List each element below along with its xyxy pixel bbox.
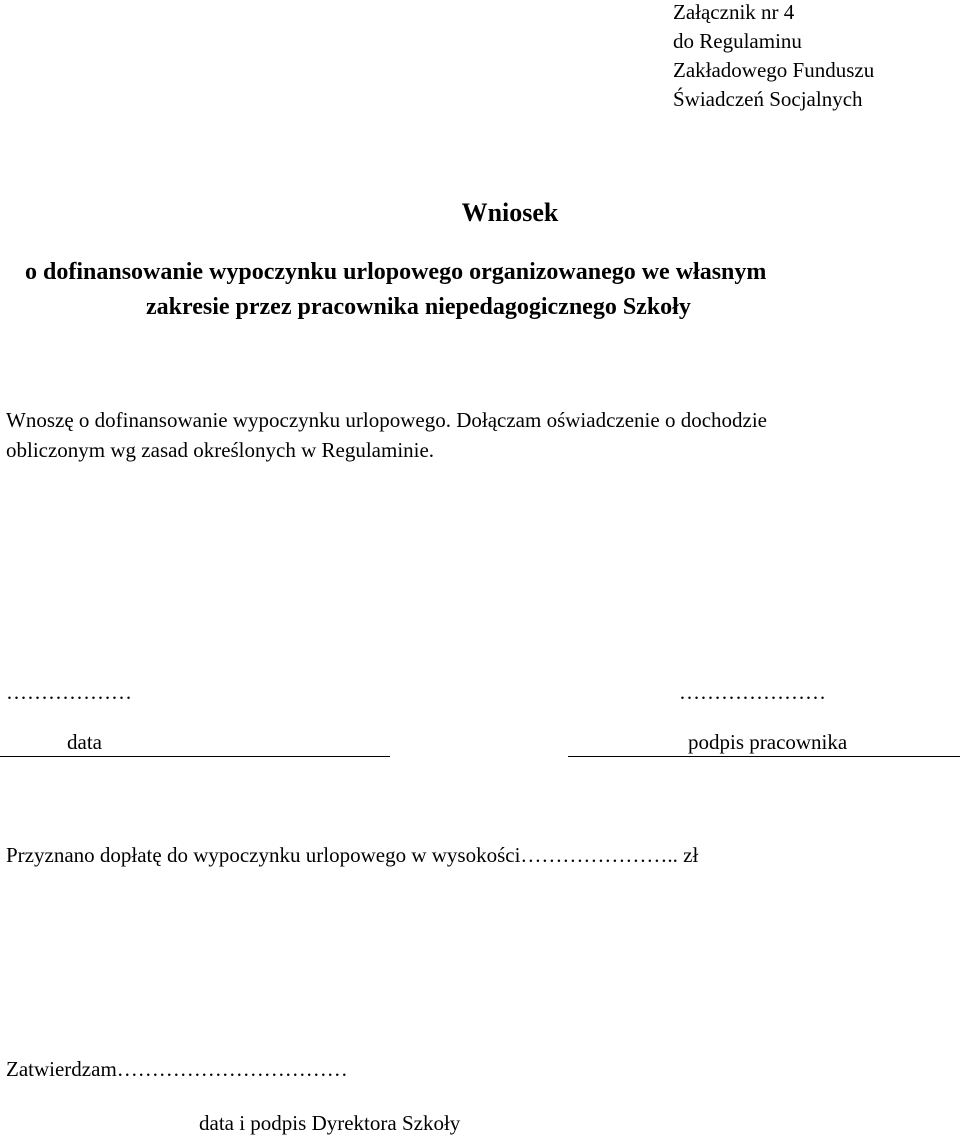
annex-fund-name: Zakładowego Funduszu <box>673 58 875 82</box>
date-field-dots[interactable]: ……………… <box>6 680 132 704</box>
date-label: data <box>67 730 102 754</box>
signature-rule-right <box>568 756 960 757</box>
grant-amount-line: Przyznano dopłatę do wypoczynku urlopowego w wysokości………………….. zł <box>6 843 699 867</box>
employee-signature-label: podpis pracownika <box>688 730 848 754</box>
annex-fund-name-cont: Świadczeń Socjalnych <box>673 87 863 111</box>
employee-signature-dots[interactable]: ………………… <box>679 680 826 704</box>
director-signature-label: data i podpis Dyrektora Szkoły <box>199 1111 461 1135</box>
request-text-line2: obliczonym wg zasad określonych w Regulaminie. <box>6 438 435 462</box>
document-title: Wniosek <box>461 198 559 227</box>
annex-regulation-ref: do Regulaminu <box>673 29 802 53</box>
annex-number: Załącznik nr 4 <box>673 0 795 24</box>
document-subtitle-line2: zakresie przez pracownika niepedagogicznego Szkoły <box>146 294 691 320</box>
approval-line: Zatwierdzam…………………………… <box>6 1057 348 1081</box>
request-text-line1: Wnoszę o dofinansowanie wypoczynku urlopowego. Dołączam oświadczenie o dochodzie <box>6 408 767 432</box>
document-subtitle-line1: o dofinansowanie wypoczynku urlopowego organizowanego we własnym <box>25 259 767 285</box>
signature-rule-left <box>0 756 390 757</box>
